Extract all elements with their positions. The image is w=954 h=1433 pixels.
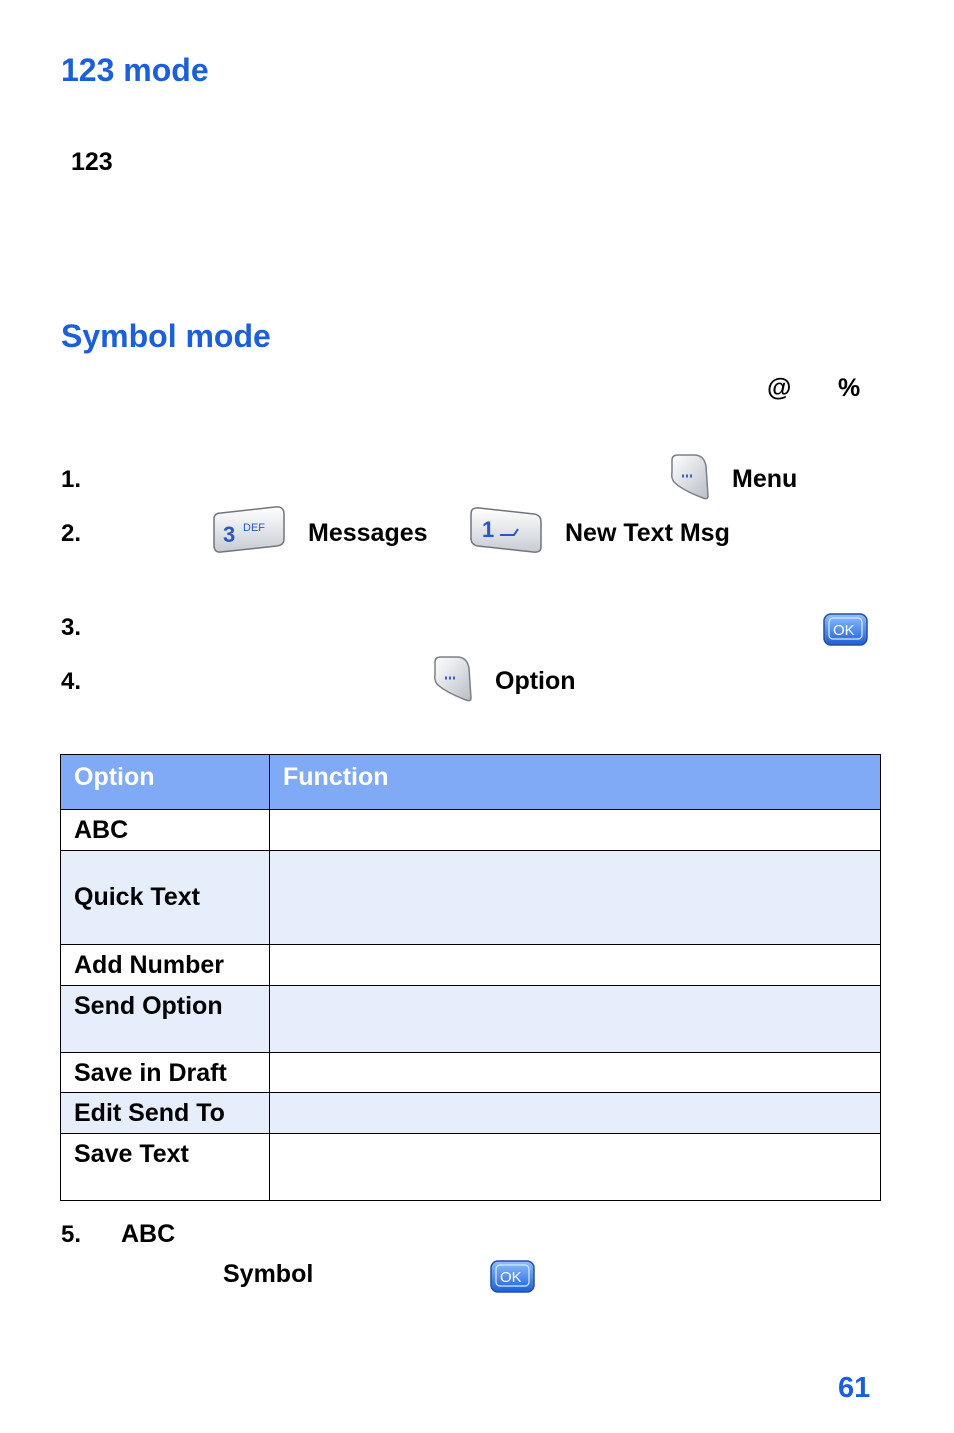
table-cell-option: ABC [61,810,270,851]
label-123: 123 [71,148,113,176]
step-3-number: 3. [61,614,82,641]
table-cell-option: Quick Text [61,851,270,945]
svg-text:3: 3 [223,522,236,547]
step-2-number: 2. [61,520,82,547]
step-4-number: 4. [61,668,82,695]
table-row [61,1134,881,1201]
table-cell-option: Save Text [61,1134,270,1201]
symbol-at: @ [767,374,792,402]
left-soft-key-icon [431,654,475,704]
step-5-symbol-label: Symbol [223,1260,314,1288]
step-1-menu-label: Menu [732,465,798,493]
table-row [61,1053,881,1093]
table-row [61,1093,881,1134]
table-row [61,945,881,986]
heading-symbol-mode: Symbol mode [61,318,271,354]
table-row [61,986,881,1053]
table-header-option: Option [61,755,270,810]
table-row [61,810,881,851]
table-cell-function [270,986,881,1053]
step-2-messages-label: Messages [308,519,428,547]
table-cell-function [270,1093,881,1134]
page-number: 61 [838,1372,871,1404]
options-table [60,754,881,1201]
table-cell-option: Edit Send To [61,1093,270,1134]
svg-text:OK: OK [500,1269,522,1286]
table-row [61,851,881,945]
table-cell-function [270,810,881,851]
table-cell-function [270,945,881,986]
table-header-function: Function [270,755,881,810]
step-1-number: 1. [61,466,82,493]
key-3-icon [211,505,287,555]
table-cell-function [270,1053,881,1093]
ok-key-icon [822,612,869,647]
step-4-option-label: Option [495,667,576,695]
key-1-icon [468,505,544,555]
svg-text:1: 1 [482,517,495,542]
heading-123-mode: 123 mode [61,52,209,88]
step-2-new-text-msg-label: New Text Msg [565,519,730,547]
step-5-abc-label: ABC [121,1220,176,1248]
table-cell-option: Save in Draft [61,1053,270,1093]
table-cell-function [270,1134,881,1201]
symbol-percent: % [838,374,861,402]
table-cell-function [270,851,881,945]
ok-key-icon [489,1259,536,1294]
svg-text:DEF: DEF [243,522,265,534]
table-header-row [61,755,881,810]
left-soft-key-icon [668,452,712,502]
table-cell-option: Add Number [61,945,270,986]
svg-text:OK: OK [833,622,855,639]
step-5-number: 5. [61,1221,82,1248]
table-cell-option: Send Option [61,986,270,1053]
